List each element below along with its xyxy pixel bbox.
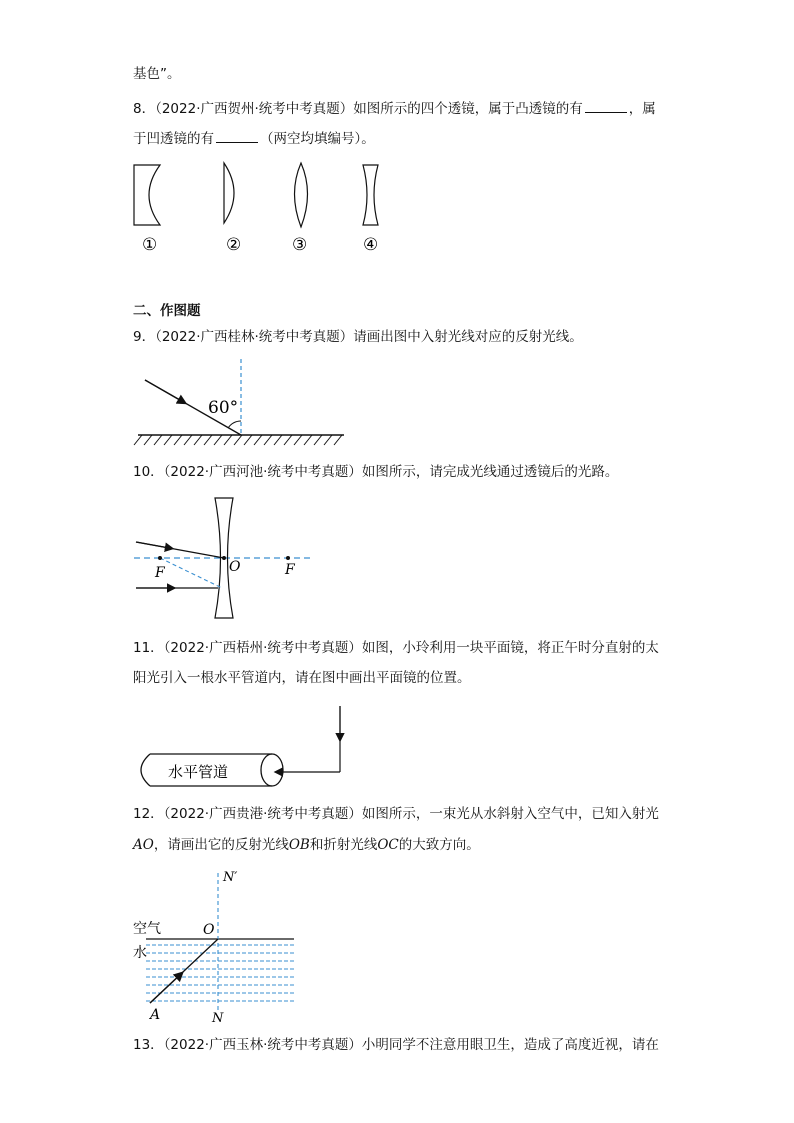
label-water: 水 [133, 945, 147, 961]
q10-lens-figure [130, 492, 320, 622]
prev-question-tail: 基色”。 [133, 66, 181, 82]
q8-line-1 [133, 98, 656, 119]
q11-line-1 [133, 638, 659, 658]
q12-ao: AO [133, 837, 154, 853]
lens-label-1: ① [142, 235, 158, 255]
center-label: O [229, 559, 241, 575]
q12-refraction-figure [130, 865, 305, 1025]
q11-pipe-figure [130, 700, 360, 800]
q10-text: 如图所示，请完成光线通过透镜后的光路。 [361, 464, 619, 480]
q13-line-1 [133, 1035, 659, 1055]
q10-number: 10． [133, 464, 164, 480]
mirror-hatching [134, 435, 342, 445]
q8-text-d: （两空均填编号）。 [260, 131, 375, 147]
q13-source: （2022·广西玉林·统考中考真题） [163, 1037, 362, 1053]
q12-line-1 [133, 804, 659, 824]
lens-label-4: ④ [363, 235, 379, 255]
q8-line-2 [133, 128, 375, 149]
q8-blank-1[interactable] [585, 98, 627, 113]
q8-source: （2022·广西贺州·统考中考真题） [155, 101, 354, 117]
pipe-label: 水平管道 [168, 763, 229, 781]
q9-source: （2022·广西桂林·统考中考真题） [155, 329, 354, 345]
q8-blank-2[interactable] [216, 128, 258, 143]
focus-right-point [286, 556, 290, 560]
q12-text-d: 的大致方向。 [398, 837, 480, 853]
q10-line-1 [133, 462, 618, 482]
focus-left-point [158, 556, 162, 560]
q9-reflection-figure [130, 355, 360, 455]
q11-number: 11． [133, 640, 164, 656]
label-n-top: N′ [223, 870, 238, 885]
lens-4-shape [363, 165, 378, 225]
label-n-bottom: N [212, 1011, 224, 1025]
lens-1-shape [134, 165, 160, 225]
q9-number: 9． [133, 329, 156, 345]
q8-lens-figure [120, 155, 400, 265]
q11-source: （2022·广西梧州·统考中考真题） [163, 640, 362, 656]
angle-arc [228, 421, 241, 428]
q13-text: 小明同学不注意用眼卫生，造成了高度近视，请在 [361, 1037, 659, 1053]
q8-number: 8． [133, 101, 156, 117]
lens-label-2: ② [226, 235, 242, 255]
q12-number: 12． [133, 806, 164, 822]
center-point [222, 556, 226, 560]
q12-source: （2022·广西贵港·统考中考真题） [163, 806, 362, 822]
q12-ob: OB [288, 837, 310, 853]
q12-text-b: ，请画出它的反射光线 [153, 837, 289, 853]
lens-3-shape [295, 163, 308, 227]
q8-text-c: 于凹透镜的有 [133, 131, 214, 147]
construction-line [160, 558, 222, 588]
q12-text-a: 如图所示，一束光从水斜射入空气中，已知入射光 [361, 806, 659, 822]
q13-number: 13． [133, 1037, 164, 1053]
q8-text-a: 如图所示的四个透镜，属于凸透镜的有 [353, 101, 583, 117]
angle-label: 60° [208, 398, 239, 418]
label-o: O [203, 922, 215, 938]
label-air: 空气 [133, 921, 161, 937]
q9-line-1 [133, 327, 583, 347]
q11-text-a: 如图，小玲利用一块平面镜，将正午时分直射的太 [361, 640, 659, 656]
q12-text-c: 和折射光线 [309, 837, 378, 853]
q9-text: 请画出图中入射光线对应的反射光线。 [353, 329, 583, 345]
q11-line-2: 阳光引入一根水平管道内，请在图中画出平面镜的位置。 [133, 670, 471, 686]
lens-2-shape [224, 163, 234, 223]
section-title: 二、作图题 [133, 303, 201, 319]
water-surface-lines [146, 945, 294, 1001]
q10-source: （2022·广西河池·统考中考真题） [163, 464, 362, 480]
pipe-opening [261, 754, 283, 786]
q8-text-b: ，属 [628, 101, 656, 117]
lens-label-3: ③ [292, 235, 308, 255]
focus-left-label: F [155, 565, 165, 581]
focus-right-label: F [285, 562, 295, 578]
label-a: A [150, 1007, 161, 1023]
q12-oc: OC [377, 837, 399, 853]
q12-line-2 [133, 835, 480, 855]
